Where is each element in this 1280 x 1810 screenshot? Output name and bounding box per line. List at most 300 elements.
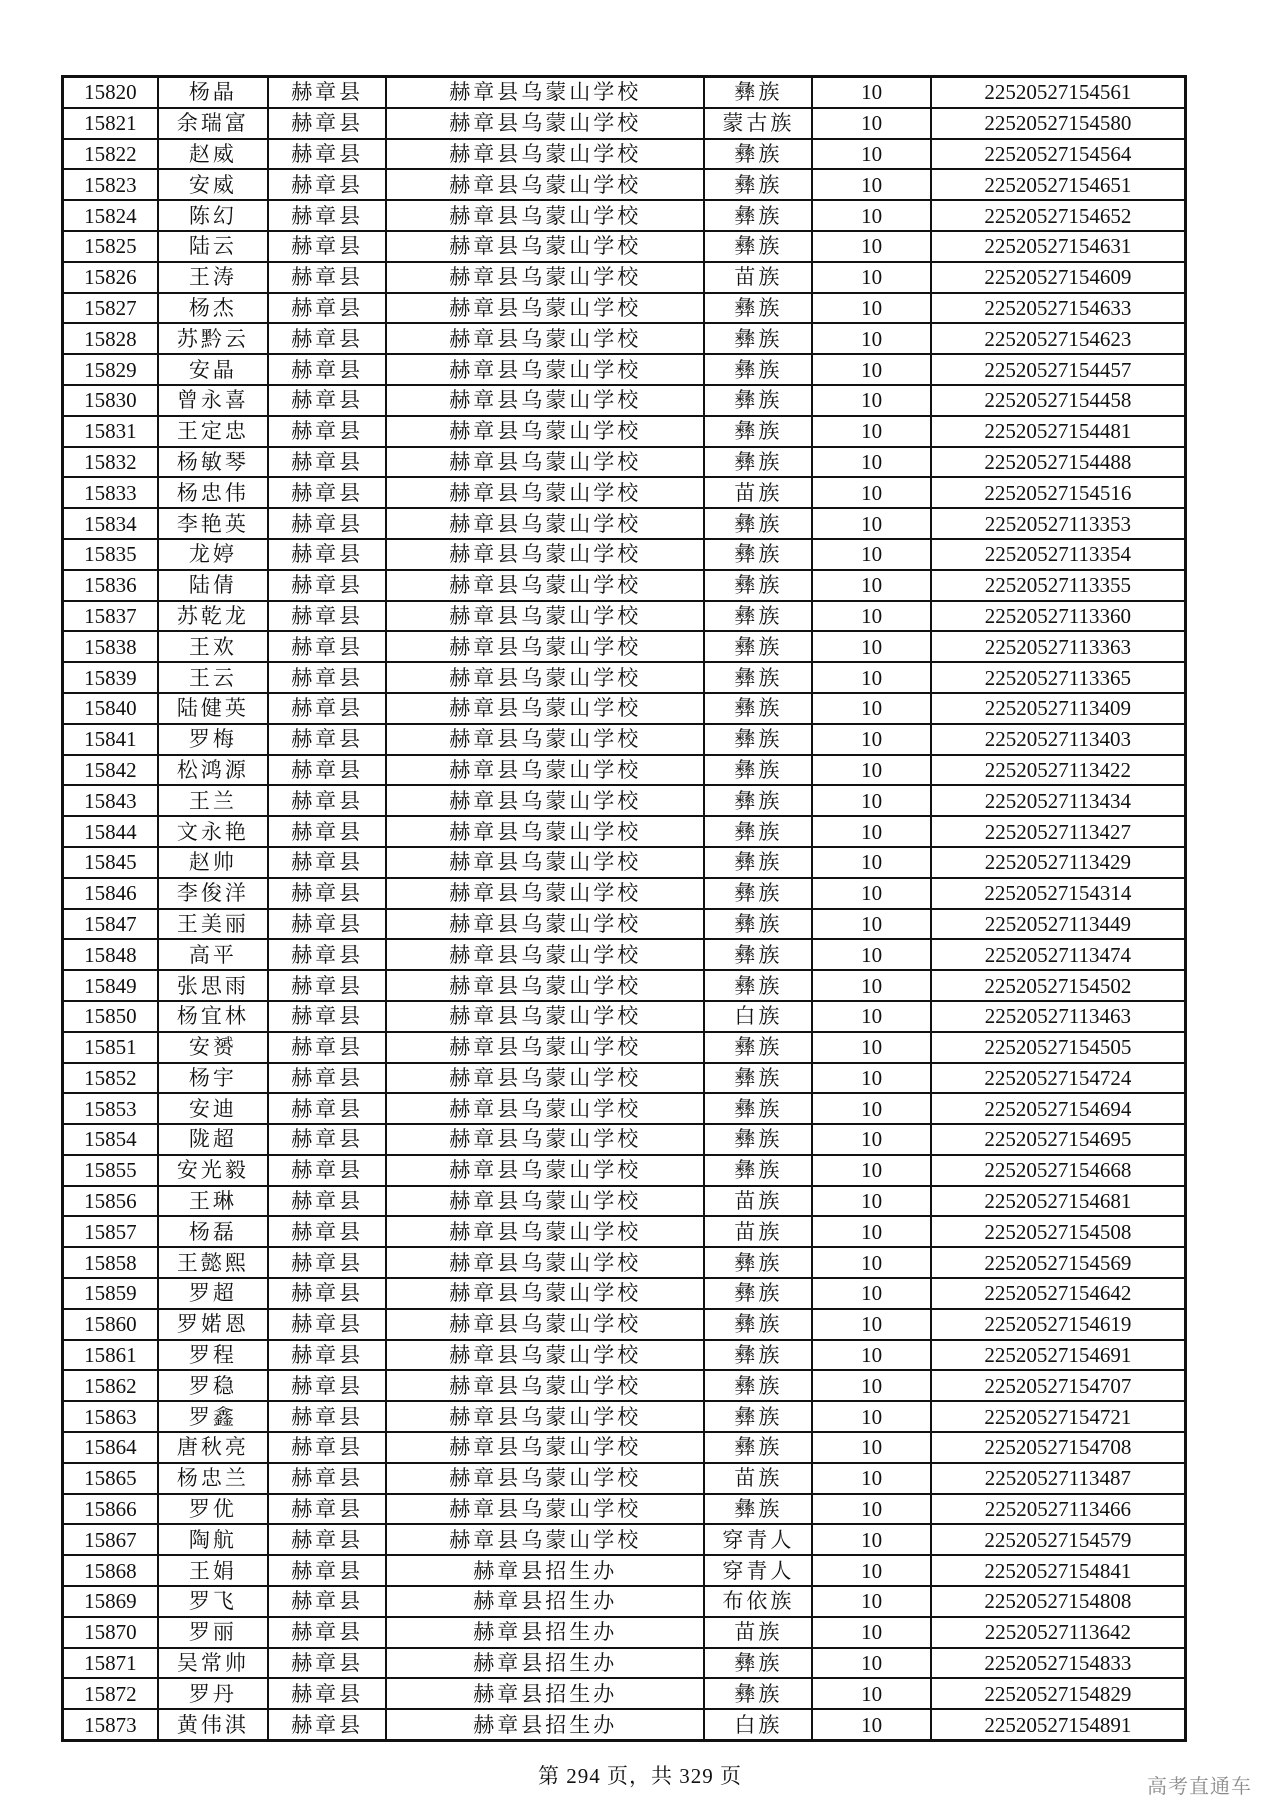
- county-cell: 赫章县: [268, 477, 386, 508]
- school-cell: 赫章县乌蒙山学校: [386, 1001, 704, 1032]
- school-cell: 赫章县乌蒙山学校: [386, 1432, 704, 1463]
- grade-cell: 10: [812, 847, 930, 878]
- row-number-cell: 15855: [63, 1155, 158, 1186]
- ethnicity-cell: 彝族: [704, 570, 812, 601]
- row-number-cell: 15864: [63, 1432, 158, 1463]
- table-row: [63, 1309, 1186, 1340]
- table-row: [63, 1586, 1186, 1617]
- exam-id-cell: 22520527154724: [931, 1063, 1186, 1094]
- student-name-cell: 陆倩: [158, 570, 268, 601]
- county-cell: 赫章县: [268, 570, 386, 601]
- grade-cell: 10: [812, 231, 930, 262]
- ethnicity-cell: 彝族: [704, 970, 812, 1001]
- school-cell: 赫章县招生办: [386, 1709, 704, 1740]
- school-cell: 赫章县乌蒙山学校: [386, 1093, 704, 1124]
- county-cell: 赫章县: [268, 693, 386, 724]
- student-name-cell: 龙婷: [158, 539, 268, 570]
- county-cell: 赫章县: [268, 785, 386, 816]
- row-number-cell: 15823: [63, 169, 158, 200]
- school-cell: 赫章县乌蒙山学校: [386, 1247, 704, 1278]
- grade-cell: 10: [812, 293, 930, 324]
- table-row: [63, 1124, 1186, 1155]
- school-cell: 赫章县乌蒙山学校: [386, 169, 704, 200]
- table-row: [63, 816, 1186, 847]
- watermark: 高考直通车: [1147, 1774, 1252, 1798]
- student-name-cell: 余瑞富: [158, 108, 268, 139]
- grade-cell: 10: [812, 416, 930, 447]
- student-name-cell: 赵帅: [158, 847, 268, 878]
- exam-id-cell: 22520527113365: [931, 662, 1186, 693]
- student-name-cell: 李俊洋: [158, 878, 268, 909]
- table-row: [63, 77, 1186, 108]
- school-cell: 赫章县乌蒙山学校: [386, 262, 704, 293]
- county-cell: 赫章县: [268, 1032, 386, 1063]
- student-name-cell: 安赟: [158, 1032, 268, 1063]
- row-number-cell: 15872: [63, 1678, 158, 1709]
- school-cell: 赫章县乌蒙山学校: [386, 108, 704, 139]
- ethnicity-cell: 彝族: [704, 354, 812, 385]
- exam-id-cell: 22520527154652: [931, 200, 1186, 231]
- table-row: [63, 416, 1186, 447]
- student-name-cell: 杨晶: [158, 77, 268, 108]
- exam-id-cell: 22520527154619: [931, 1309, 1186, 1340]
- row-number-cell: 15873: [63, 1709, 158, 1740]
- student-name-cell: 杨宜林: [158, 1001, 268, 1032]
- grade-cell: 10: [812, 1370, 930, 1401]
- row-number-cell: 15844: [63, 816, 158, 847]
- table-row: [63, 1278, 1186, 1309]
- student-name-cell: 吴常帅: [158, 1648, 268, 1679]
- row-number-cell: 15834: [63, 508, 158, 539]
- student-name-cell: 陶航: [158, 1524, 268, 1555]
- school-cell: 赫章县乌蒙山学校: [386, 323, 704, 354]
- table-row: [63, 1216, 1186, 1247]
- county-cell: 赫章县: [268, 662, 386, 693]
- table-row: [63, 1678, 1186, 1709]
- school-cell: 赫章县招生办: [386, 1678, 704, 1709]
- student-name-cell: 罗丽: [158, 1617, 268, 1648]
- ethnicity-cell: 彝族: [704, 724, 812, 755]
- ethnicity-cell: 彝族: [704, 1401, 812, 1432]
- ethnicity-cell: 彝族: [704, 77, 812, 108]
- row-number-cell: 15842: [63, 755, 158, 786]
- table-row: [63, 755, 1186, 786]
- school-cell: 赫章县乌蒙山学校: [386, 939, 704, 970]
- table-row: [63, 1401, 1186, 1432]
- table-row: [63, 354, 1186, 385]
- ethnicity-cell: 彝族: [704, 816, 812, 847]
- county-cell: 赫章县: [268, 354, 386, 385]
- exam-id-cell: 22520527154808: [931, 1586, 1186, 1617]
- school-cell: 赫章县乌蒙山学校: [386, 631, 704, 662]
- student-name-cell: 王娟: [158, 1555, 268, 1586]
- county-cell: 赫章县: [268, 724, 386, 755]
- row-number-cell: 15843: [63, 785, 158, 816]
- row-number-cell: 15824: [63, 200, 158, 231]
- exam-id-cell: 22520527154564: [931, 139, 1186, 170]
- grade-cell: 10: [812, 1278, 930, 1309]
- student-name-cell: 罗飞: [158, 1586, 268, 1617]
- table-row: [63, 293, 1186, 324]
- school-cell: 赫章县乌蒙山学校: [386, 231, 704, 262]
- student-name-cell: 安晶: [158, 354, 268, 385]
- row-number-cell: 15827: [63, 293, 158, 324]
- ethnicity-cell: 彝族: [704, 508, 812, 539]
- county-cell: 赫章县: [268, 1524, 386, 1555]
- table-row: [63, 785, 1186, 816]
- school-cell: 赫章县乌蒙山学校: [386, 1186, 704, 1217]
- student-name-cell: 罗优: [158, 1494, 268, 1525]
- table-row: [63, 662, 1186, 693]
- grade-cell: 10: [812, 1555, 930, 1586]
- school-cell: 赫章县乌蒙山学校: [386, 1494, 704, 1525]
- row-number-cell: 15839: [63, 662, 158, 693]
- ethnicity-cell: 彝族: [704, 693, 812, 724]
- student-name-cell: 杨宇: [158, 1063, 268, 1094]
- student-name-cell: 高平: [158, 939, 268, 970]
- grade-cell: 10: [812, 200, 930, 231]
- row-number-cell: 15837: [63, 601, 158, 632]
- exam-id-cell: 22520527154651: [931, 169, 1186, 200]
- county-cell: 赫章县: [268, 1555, 386, 1586]
- grade-cell: 10: [812, 1617, 930, 1648]
- exam-id-cell: 22520527113463: [931, 1001, 1186, 1032]
- ethnicity-cell: 彝族: [704, 1309, 812, 1340]
- grade-cell: 10: [812, 539, 930, 570]
- grade-cell: 10: [812, 601, 930, 632]
- school-cell: 赫章县招生办: [386, 1555, 704, 1586]
- county-cell: 赫章县: [268, 631, 386, 662]
- table-row: [63, 909, 1186, 940]
- grade-cell: 10: [812, 570, 930, 601]
- ethnicity-cell: 苗族: [704, 1463, 812, 1494]
- exam-id-cell: 22520527154681: [931, 1186, 1186, 1217]
- school-cell: 赫章县乌蒙山学校: [386, 1309, 704, 1340]
- ethnicity-cell: 苗族: [704, 1186, 812, 1217]
- ethnicity-cell: 彝族: [704, 1648, 812, 1679]
- grade-cell: 10: [812, 508, 930, 539]
- school-cell: 赫章县乌蒙山学校: [386, 539, 704, 570]
- table-row: [63, 323, 1186, 354]
- table-row: [63, 139, 1186, 170]
- school-cell: 赫章县乌蒙山学校: [386, 293, 704, 324]
- exam-id-cell: 22520527113642: [931, 1617, 1186, 1648]
- row-number-cell: 15854: [63, 1124, 158, 1155]
- county-cell: 赫章县: [268, 1494, 386, 1525]
- ethnicity-cell: 彝族: [704, 1093, 812, 1124]
- county-cell: 赫章县: [268, 323, 386, 354]
- county-cell: 赫章县: [268, 508, 386, 539]
- student-name-cell: 李艳英: [158, 508, 268, 539]
- school-cell: 赫章县乌蒙山学校: [386, 601, 704, 632]
- county-cell: 赫章县: [268, 1216, 386, 1247]
- table-row: [63, 1432, 1186, 1463]
- school-cell: 赫章县乌蒙山学校: [386, 909, 704, 940]
- grade-cell: 10: [812, 1155, 930, 1186]
- school-cell: 赫章县乌蒙山学校: [386, 354, 704, 385]
- county-cell: 赫章县: [268, 539, 386, 570]
- exam-id-cell: 22520527154631: [931, 231, 1186, 262]
- table-row: [63, 477, 1186, 508]
- student-name-cell: 杨敏琴: [158, 447, 268, 478]
- student-name-cell: 王定忠: [158, 416, 268, 447]
- exam-id-cell: 22520527113466: [931, 1494, 1186, 1525]
- table-body: [63, 77, 1186, 1741]
- ethnicity-cell: 彝族: [704, 1678, 812, 1709]
- row-number-cell: 15841: [63, 724, 158, 755]
- school-cell: 赫章县乌蒙山学校: [386, 1216, 704, 1247]
- ethnicity-cell: 彝族: [704, 909, 812, 940]
- row-number-cell: 15826: [63, 262, 158, 293]
- school-cell: 赫章县乌蒙山学校: [386, 878, 704, 909]
- row-number-cell: 15828: [63, 323, 158, 354]
- row-number-cell: 15869: [63, 1586, 158, 1617]
- ethnicity-cell: 彝族: [704, 755, 812, 786]
- school-cell: 赫章县乌蒙山学校: [386, 1340, 704, 1371]
- student-name-cell: 王懿熙: [158, 1247, 268, 1278]
- student-name-cell: 张思雨: [158, 970, 268, 1001]
- school-cell: 赫章县乌蒙山学校: [386, 1401, 704, 1432]
- grade-cell: 10: [812, 909, 930, 940]
- grade-cell: 10: [812, 354, 930, 385]
- ethnicity-cell: 苗族: [704, 477, 812, 508]
- county-cell: 赫章县: [268, 1401, 386, 1432]
- student-name-cell: 罗梅: [158, 724, 268, 755]
- student-name-cell: 罗程: [158, 1340, 268, 1371]
- exam-id-cell: 22520527154516: [931, 477, 1186, 508]
- exam-id-cell: 22520527113487: [931, 1463, 1186, 1494]
- ethnicity-cell: 彝族: [704, 1124, 812, 1155]
- grade-cell: 10: [812, 77, 930, 108]
- exam-id-cell: 22520527154695: [931, 1124, 1186, 1155]
- county-cell: 赫章县: [268, 293, 386, 324]
- table-row: [63, 693, 1186, 724]
- ethnicity-cell: 彝族: [704, 200, 812, 231]
- county-cell: 赫章县: [268, 1432, 386, 1463]
- table-row: [63, 1155, 1186, 1186]
- grade-cell: 10: [812, 323, 930, 354]
- grade-cell: 10: [812, 878, 930, 909]
- grade-cell: 10: [812, 1432, 930, 1463]
- county-cell: 赫章县: [268, 1124, 386, 1155]
- grade-cell: 10: [812, 169, 930, 200]
- ethnicity-cell: 彝族: [704, 231, 812, 262]
- row-number-cell: 15857: [63, 1216, 158, 1247]
- row-number-cell: 15860: [63, 1309, 158, 1340]
- grade-cell: 10: [812, 447, 930, 478]
- county-cell: 赫章县: [268, 1340, 386, 1371]
- row-number-cell: 15868: [63, 1555, 158, 1586]
- exam-id-cell: 22520527154833: [931, 1648, 1186, 1679]
- page-number: 第 294 页，共 329 页: [538, 1764, 742, 1788]
- student-name-cell: 杨忠兰: [158, 1463, 268, 1494]
- student-name-cell: 王兰: [158, 785, 268, 816]
- table-row: [63, 724, 1186, 755]
- county-cell: 赫章县: [268, 447, 386, 478]
- row-number-cell: 15832: [63, 447, 158, 478]
- school-cell: 赫章县乌蒙山学校: [386, 755, 704, 786]
- ethnicity-cell: 彝族: [704, 416, 812, 447]
- school-cell: 赫章县乌蒙山学校: [386, 139, 704, 170]
- exam-id-cell: 22520527113429: [931, 847, 1186, 878]
- county-cell: 赫章县: [268, 1186, 386, 1217]
- student-name-cell: 杨忠伟: [158, 477, 268, 508]
- county-cell: 赫章县: [268, 1278, 386, 1309]
- table-row: [63, 231, 1186, 262]
- grade-cell: 10: [812, 1494, 930, 1525]
- school-cell: 赫章县乌蒙山学校: [386, 847, 704, 878]
- table-row: [63, 970, 1186, 1001]
- grade-cell: 10: [812, 385, 930, 416]
- student-name-cell: 罗丹: [158, 1678, 268, 1709]
- county-cell: 赫章县: [268, 169, 386, 200]
- exam-id-cell: 22520527154891: [931, 1709, 1186, 1740]
- row-number-cell: 15846: [63, 878, 158, 909]
- ethnicity-cell: 彝族: [704, 139, 812, 170]
- exam-id-cell: 22520527154502: [931, 970, 1186, 1001]
- school-cell: 赫章县乌蒙山学校: [386, 1370, 704, 1401]
- row-number-cell: 15825: [63, 231, 158, 262]
- row-number-cell: 15867: [63, 1524, 158, 1555]
- grade-cell: 10: [812, 1093, 930, 1124]
- ethnicity-cell: 穿青人: [704, 1524, 812, 1555]
- ethnicity-cell: 彝族: [704, 785, 812, 816]
- county-cell: 赫章县: [268, 1001, 386, 1032]
- exam-id-cell: 22520527154721: [931, 1401, 1186, 1432]
- student-name-cell: 安威: [158, 169, 268, 200]
- ethnicity-cell: 彝族: [704, 1370, 812, 1401]
- county-cell: 赫章县: [268, 231, 386, 262]
- table-row: [63, 169, 1186, 200]
- student-name-cell: 安迪: [158, 1093, 268, 1124]
- county-cell: 赫章县: [268, 385, 386, 416]
- exam-id-cell: 22520527113422: [931, 755, 1186, 786]
- grade-cell: 10: [812, 477, 930, 508]
- student-name-cell: 安光毅: [158, 1155, 268, 1186]
- ethnicity-cell: 彝族: [704, 1032, 812, 1063]
- student-name-cell: 罗婼恩: [158, 1309, 268, 1340]
- school-cell: 赫章县乌蒙山学校: [386, 477, 704, 508]
- county-cell: 赫章县: [268, 200, 386, 231]
- student-name-cell: 黄伟淇: [158, 1709, 268, 1740]
- student-name-cell: 王美丽: [158, 909, 268, 940]
- student-name-cell: 罗鑫: [158, 1401, 268, 1432]
- row-number-cell: 15863: [63, 1401, 158, 1432]
- school-cell: 赫章县招生办: [386, 1617, 704, 1648]
- student-name-cell: 赵威: [158, 139, 268, 170]
- county-cell: 赫章县: [268, 939, 386, 970]
- grade-cell: 10: [812, 262, 930, 293]
- ethnicity-cell: 彝族: [704, 323, 812, 354]
- grade-cell: 10: [812, 816, 930, 847]
- row-number-cell: 15866: [63, 1494, 158, 1525]
- county-cell: 赫章县: [268, 1586, 386, 1617]
- exam-id-cell: 22520527113409: [931, 693, 1186, 724]
- county-cell: 赫章县: [268, 1463, 386, 1494]
- exam-id-cell: 22520527154508: [931, 1216, 1186, 1247]
- school-cell: 赫章县乌蒙山学校: [386, 724, 704, 755]
- grade-cell: 10: [812, 1186, 930, 1217]
- grade-cell: 10: [812, 1247, 930, 1278]
- table-row: [63, 878, 1186, 909]
- student-name-cell: 苏乾龙: [158, 601, 268, 632]
- exam-id-cell: 22520527113354: [931, 539, 1186, 570]
- row-number-cell: 15822: [63, 139, 158, 170]
- exam-id-cell: 22520527154314: [931, 878, 1186, 909]
- grade-cell: 10: [812, 1586, 930, 1617]
- ethnicity-cell: 蒙古族: [704, 108, 812, 139]
- exam-id-cell: 22520527154708: [931, 1432, 1186, 1463]
- ethnicity-cell: 彝族: [704, 447, 812, 478]
- county-cell: 赫章县: [268, 139, 386, 170]
- table-row: [63, 601, 1186, 632]
- exam-id-cell: 22520527154829: [931, 1678, 1186, 1709]
- table-row: [63, 262, 1186, 293]
- county-cell: 赫章县: [268, 1155, 386, 1186]
- exam-id-cell: 22520527113355: [931, 570, 1186, 601]
- ethnicity-cell: 穿青人: [704, 1555, 812, 1586]
- grade-cell: 10: [812, 1340, 930, 1371]
- county-cell: 赫章县: [268, 909, 386, 940]
- ethnicity-cell: 白族: [704, 1001, 812, 1032]
- row-number-cell: 15830: [63, 385, 158, 416]
- row-number-cell: 15836: [63, 570, 158, 601]
- ethnicity-cell: 彝族: [704, 878, 812, 909]
- county-cell: 赫章县: [268, 1309, 386, 1340]
- county-cell: 赫章县: [268, 970, 386, 1001]
- county-cell: 赫章县: [268, 1370, 386, 1401]
- student-name-cell: 松鸿源: [158, 755, 268, 786]
- table-row: [63, 200, 1186, 231]
- table-row: [63, 1463, 1186, 1494]
- row-number-cell: 15853: [63, 1093, 158, 1124]
- grade-cell: 10: [812, 1401, 930, 1432]
- school-cell: 赫章县乌蒙山学校: [386, 1124, 704, 1155]
- table-row: [63, 1494, 1186, 1525]
- student-name-cell: 罗超: [158, 1278, 268, 1309]
- county-cell: 赫章县: [268, 416, 386, 447]
- row-number-cell: 15865: [63, 1463, 158, 1494]
- table-row: [63, 1063, 1186, 1094]
- student-name-cell: 文永艳: [158, 816, 268, 847]
- exam-id-cell: 22520527154841: [931, 1555, 1186, 1586]
- grade-cell: 10: [812, 1524, 930, 1555]
- row-number-cell: 15835: [63, 539, 158, 570]
- exam-id-cell: 22520527113353: [931, 508, 1186, 539]
- grade-cell: 10: [812, 1678, 930, 1709]
- table-row: [63, 1340, 1186, 1371]
- ethnicity-cell: 彝族: [704, 169, 812, 200]
- grade-cell: 10: [812, 1709, 930, 1740]
- grade-cell: 10: [812, 1648, 930, 1679]
- exam-id-cell: 22520527154561: [931, 77, 1186, 108]
- exam-id-cell: 22520527154609: [931, 262, 1186, 293]
- ethnicity-cell: 布依族: [704, 1586, 812, 1617]
- ethnicity-cell: 彝族: [704, 1278, 812, 1309]
- table-row: [63, 1524, 1186, 1555]
- exam-id-cell: 22520527154694: [931, 1093, 1186, 1124]
- school-cell: 赫章县乌蒙山学校: [386, 693, 704, 724]
- school-cell: 赫章县乌蒙山学校: [386, 385, 704, 416]
- exam-id-cell: 22520527154579: [931, 1524, 1186, 1555]
- exam-id-cell: 22520527154580: [931, 108, 1186, 139]
- ethnicity-cell: 苗族: [704, 1216, 812, 1247]
- school-cell: 赫章县乌蒙山学校: [386, 1524, 704, 1555]
- table-row: [63, 385, 1186, 416]
- student-name-cell: 唐秋亮: [158, 1432, 268, 1463]
- ethnicity-cell: 彝族: [704, 1432, 812, 1463]
- exam-id-cell: 22520527113363: [931, 631, 1186, 662]
